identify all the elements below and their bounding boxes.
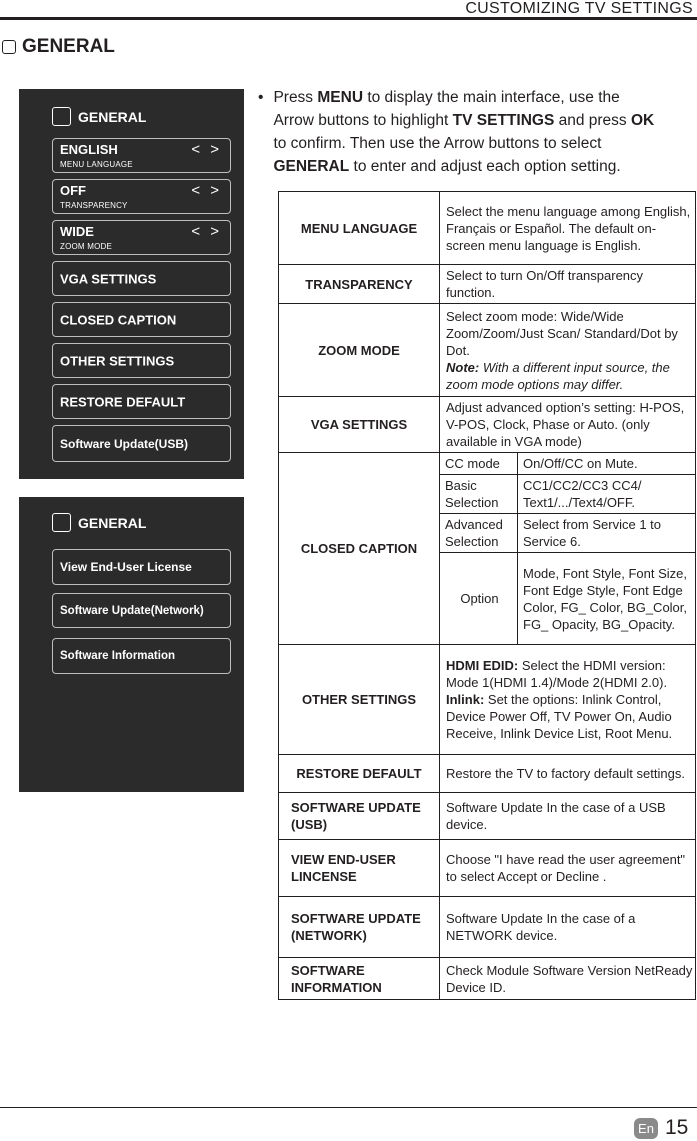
panel-title: GENERAL: [78, 514, 147, 531]
cc-sub-name: CC mode: [440, 453, 518, 475]
section-title: GENERAL: [22, 36, 115, 57]
section-box-icon: [2, 40, 16, 54]
menu-item-vga-settings[interactable]: [52, 261, 231, 296]
option-desc: Software Update In the case of a NETWORK device.: [440, 897, 696, 958]
menu-item-sublabel: ZOOM MODE: [60, 242, 113, 251]
option-name: OTHER SETTINGS: [279, 645, 440, 755]
menu-item-transparency[interactable]: [52, 179, 231, 214]
menu-item-restore-default[interactable]: [52, 384, 231, 419]
menu-item-label: View End-User License: [60, 560, 192, 574]
option-desc: Check Module Software Version NetReady Device ID.: [440, 958, 696, 1000]
option-desc: Select zoom mode: Wide/Wide Zoom/Zoom/Just Scan/ Standard/Dot by Dot. Note: With a different input source, the zoom mode options may differ.: [440, 304, 696, 397]
option-desc: Choose "I have read the user agreement" to select Accept or Decline .: [440, 840, 696, 897]
menu-item-closed-caption[interactable]: [52, 302, 231, 337]
menu-item-other-settings[interactable]: [52, 343, 231, 378]
option-name: SOFTWARE INFORMATION: [279, 958, 440, 1000]
panel-title: GENERAL: [78, 108, 147, 125]
table-row: [279, 840, 696, 897]
option-name: RESTORE DEFAULT: [279, 755, 440, 793]
menu-item-value: ENGLISH: [60, 142, 118, 157]
menu-item-label: Software Update(USB): [60, 436, 189, 451]
table-row: [279, 453, 696, 475]
menu-item-value: OFF: [60, 183, 86, 198]
cc-sub-desc: Mode, Font Style, Font Size, Font Edge Style, Font Edge Color, FG_ Color, BG_Color, FG_ Opacity, BG_Opacity.: [518, 553, 696, 645]
option-desc: Restore the TV to factory default settings.: [440, 755, 696, 793]
option-desc: Select the menu language among English, Français or Español. The default on-screen menu language is English.: [440, 192, 696, 265]
footer-rule: [0, 1107, 697, 1108]
menu-box-icon: [52, 107, 71, 126]
panel-header: [52, 513, 146, 532]
menu-item-value: WIDE: [60, 224, 94, 239]
table-row: [279, 192, 696, 265]
option-name: VGA SETTINGS: [279, 397, 440, 453]
menu-item-label: VGA SETTINGS: [60, 271, 157, 286]
option-name: VIEW END-USER LINCENSE: [279, 840, 440, 897]
left-right-arrows-icon: < >: [191, 182, 222, 199]
option-name: CLOSED CAPTION: [279, 453, 440, 645]
menu-item-label: Software Update(Network): [60, 604, 204, 617]
menu-item-software-update-usb[interactable]: [52, 425, 231, 462]
cc-sub-name: Basic Selection: [440, 475, 518, 514]
menu-item-menu-language[interactable]: [52, 138, 231, 173]
menu-item-label: Software Information: [60, 650, 176, 662]
menu-item-software-information[interactable]: [52, 638, 231, 674]
menu-item-zoom-mode[interactable]: [52, 220, 231, 255]
option-desc: Software Update In the case of a USB device.: [440, 793, 696, 840]
menu-item-sublabel: TRANSPARENCY: [60, 201, 128, 210]
cc-sub-desc: CC1/CC2/CC3 CC4/ Text1/.../Text4/OFF.: [518, 475, 696, 514]
option-name: SOFTWARE UPDATE (USB): [279, 793, 440, 840]
option-desc: Select to turn On/Off transparency function.: [440, 265, 696, 304]
menu-item-software-update-network[interactable]: [52, 593, 231, 628]
option-name: ZOOM MODE: [279, 304, 440, 397]
bullet-icon: •: [258, 89, 264, 106]
left-right-arrows-icon: < >: [191, 223, 222, 240]
option-name: SOFTWARE UPDATE (NETWORK): [279, 897, 440, 958]
menu-item-label: OTHER SETTINGS: [60, 353, 175, 368]
table-row: [279, 958, 696, 1000]
cc-sub-desc: On/Off/CC on Mute.: [518, 453, 696, 475]
table-row: [279, 897, 696, 958]
cc-sub-name: Advanced Selection: [440, 514, 518, 553]
table-row: [279, 755, 696, 793]
section-heading: [2, 36, 115, 58]
intro-paragraph: [258, 86, 658, 178]
menu-box-icon: [52, 513, 71, 532]
option-desc: HDMI EDID: Select the HDMI version: Mode 1(HDMI 1.4)/Mode 2(HDMI 2.0). Inlink: Set the options: Inlink Control, Device Power Off, TV Power On, Audio Receive, Inlink Device List, Root Menu.: [440, 645, 696, 755]
cc-sub-desc: Select from Service 1 to Service 6.: [518, 514, 696, 553]
menu-item-label: RESTORE DEFAULT: [60, 394, 186, 409]
table-row: [279, 304, 696, 397]
language-badge: En: [634, 1118, 658, 1139]
general-menu-panel-2: [19, 497, 244, 792]
cc-sub-name: Option: [440, 553, 518, 645]
option-name: TRANSPARENCY: [279, 265, 440, 304]
panel-header: [52, 107, 146, 126]
menu-item-view-end-user-license[interactable]: [52, 549, 231, 585]
menu-item-label: CLOSED CAPTION: [60, 312, 177, 327]
table-row: [279, 793, 696, 840]
table-row: [279, 265, 696, 304]
menu-item-sublabel: MENU LANGUAGE: [60, 160, 133, 169]
options-table: [278, 191, 696, 1000]
page-header-title: CUSTOMIZING TV SETTINGS: [465, 0, 693, 17]
option-name: MENU LANGUAGE: [279, 192, 440, 265]
left-right-arrows-icon: < >: [191, 141, 222, 158]
page-number: 15: [665, 1116, 689, 1139]
general-menu-panel: [19, 89, 244, 479]
header-rule: [0, 17, 697, 20]
option-desc: Adjust advanced option’s setting: H-POS, V-POS, Clock, Phase or Auto. (only available in VGA mode): [440, 397, 696, 453]
intro-text: Press MENU to display the main interface, use the Arrow buttons to highlight TV SETTINGS and press OK to confirm. Then use the Arrow buttons to select GENERAL to enter and adjust each option setting.: [273, 89, 655, 175]
table-row: [279, 397, 696, 453]
table-row: [279, 645, 696, 755]
